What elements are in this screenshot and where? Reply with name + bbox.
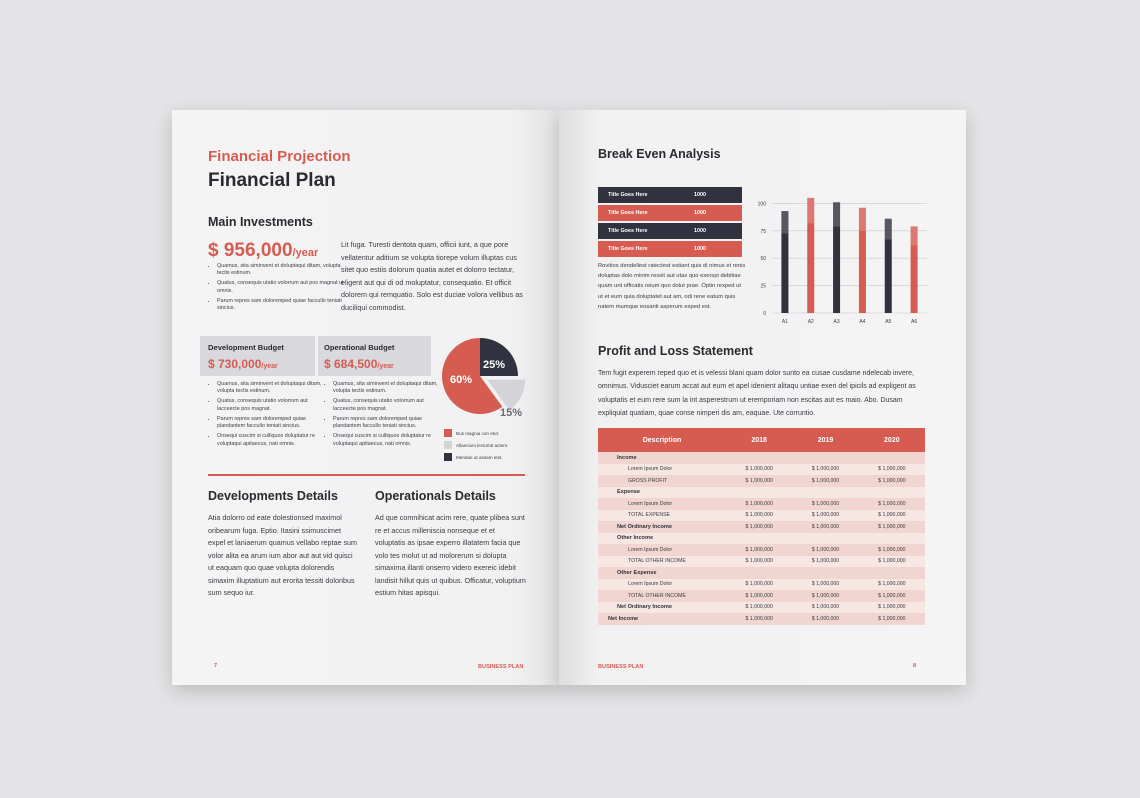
development-budget-bullets: [208, 381, 323, 451]
cell-value: $ 1,000,000: [726, 521, 792, 533]
cell-value: $ 1,000,000: [792, 602, 858, 614]
row-label: Other Income: [598, 533, 726, 545]
operationals-heading: Operationals Details: [375, 489, 496, 503]
table-row: [598, 464, 925, 476]
bullet-item: • Quamus, sita siminvent et doluptaqui ditam, volupta tectis estinum.: [217, 263, 345, 278]
cell-value: $ 1,000,000: [859, 579, 925, 591]
x-tick-label: A2: [807, 319, 814, 325]
row-label: Lorem Ipsum Dolor: [598, 498, 726, 510]
cell-value: $ 1,000,000: [726, 464, 792, 476]
bar-highlight: [911, 226, 918, 245]
row-label: Lorem Ipsum Dolor: [598, 579, 726, 591]
cell-value: $ 1,000,000: [726, 498, 792, 510]
legend-swatch-grey: [444, 441, 452, 449]
bullet-item: • Parum repres sam doloremped quiae plandantem faccullo teniati sincius.: [333, 416, 439, 431]
table-row: [598, 567, 925, 579]
y-tick-label: 75: [760, 228, 766, 235]
cell-value: $ 1,000,000: [792, 498, 858, 510]
table-row: [598, 487, 925, 499]
bullet-item: • Quatus, consequis utatio volorrum aut lacceecte pos magnat.: [333, 398, 439, 413]
break-even-row-value: 1000: [694, 192, 706, 198]
row-label: Net Ordinary Income: [598, 602, 726, 614]
cell-value: $ 1,000,000: [792, 613, 858, 625]
bullet-item: • Quamus, sita siminvent et doluptaqui ditam, volupta tectis estinum.: [333, 381, 439, 396]
left-footer-label: BUSINESS PLAN: [478, 664, 524, 670]
cell-value: [726, 452, 792, 464]
legend-text: Bus magnia con etur.: [456, 431, 500, 436]
table-row: [598, 556, 925, 568]
main-investments-amount: $ 956,000/year: [208, 240, 319, 261]
break-even-row-title: Title Goes Here: [608, 228, 648, 234]
development-budget-amount: $ 730,000/year: [208, 357, 278, 371]
row-label: Lorem Ipsum Dolor: [598, 464, 726, 476]
main-investments-paragraph: Lit fuga. Turesti dentota quam, officii iunt, a que pore vellatentur aditium se volupta tiorepe volum illuptas cus sitet quo estiis dolorum quatia autet et dolorro tectatur, eligent aut qui di od moluptatur, consequatio. Et officit dolorem qui remquatio. Solo est duciae volora vellibus as duciliqui commodist.: [341, 240, 523, 312]
cell-value: [859, 487, 925, 499]
table-row: [598, 579, 925, 591]
table-row: [598, 602, 925, 614]
break-even-row: [598, 187, 742, 203]
cell-value: [726, 533, 792, 545]
break-even-row-value: 1000: [694, 246, 706, 252]
cell-value: $ 1,000,000: [859, 602, 925, 614]
operational-budget-bullets: [324, 381, 439, 451]
cell-value: $ 1,000,000: [859, 590, 925, 602]
cell-value: $ 1,000,000: [859, 498, 925, 510]
column-header: 2018: [726, 428, 792, 452]
cell-value: $ 1,000,000: [726, 602, 792, 614]
row-label: Net Ordinary Income: [598, 521, 726, 533]
profit-loss-table: [598, 428, 925, 625]
row-label: TOTAL OTHER INCOME: [598, 556, 726, 568]
development-budget-title: Development Budget: [208, 343, 284, 352]
cell-value: [792, 533, 858, 545]
table-header-row: [598, 428, 925, 452]
cell-value: [726, 487, 792, 499]
bar-highlight: [885, 219, 892, 240]
column-header: 2019: [792, 428, 858, 452]
cell-value: $ 1,000,000: [792, 579, 858, 591]
cell-value: $ 1,000,000: [792, 556, 858, 568]
table-row: [598, 521, 925, 533]
cell-value: $ 1,000,000: [859, 544, 925, 556]
operational-budget-amount: $ 684,500/year: [324, 357, 394, 371]
development-budget-box: [200, 336, 315, 376]
y-tick-label: 50: [760, 256, 766, 263]
break-even-paragraph: Rovitios dendellest ratectest estiant quis di nimus et renis doluptas dolo minim ressit aut utas quo exerspi debitiae quam unt officatis reium quo dolut prae. Optin rexped ut ut et eum quia doluptatet aut am, odi rene eatum quis natem mumque eosanti asperum exped est.: [598, 263, 746, 310]
cell-value: $ 1,000,000: [726, 579, 792, 591]
row-label: Lorem Ipsum Dolor: [598, 544, 726, 556]
bullet-item: • Parum repres sam doloremped quiae faccullo teniati sincius.: [217, 298, 345, 313]
pie-label-25: 25%: [483, 359, 506, 371]
legend-swatch-red: [444, 429, 452, 437]
break-even-heading: Break Even Analysis: [598, 147, 721, 161]
bullet-item: • Onsequi cuscim si culliquos doluptatur re voluptaqui apitaecus, nati omnis.: [333, 433, 439, 448]
cell-value: $ 1,000,000: [726, 590, 792, 602]
operationals-text: Ad que comnihicat acim rere, quate plibea sunt re et accus milleniscia nonseque et et voluptatis as ipsae experro illatatem facia que volo tes molut ut ad molorerum si dolupta simaxima illanti onserro videro exereic idebit landisit hillut quis ut quibus. Officatur, voluptium estium hitas apisqui.: [375, 513, 526, 597]
cell-value: [792, 452, 858, 464]
cell-value: [859, 567, 925, 579]
profit-loss-body: [598, 452, 925, 625]
row-label: Other Expense: [598, 567, 726, 579]
table-row: [598, 613, 925, 625]
bullet-item: • Parum repres sam doloremped quiae plandantem faccullo teniati sincius.: [217, 416, 323, 431]
break-even-row: [598, 241, 742, 257]
cell-value: $ 1,000,000: [792, 475, 858, 487]
cell-value: $ 1,000,000: [792, 590, 858, 602]
cell-value: [859, 533, 925, 545]
break-even-row-title: Title Goes Here: [608, 192, 648, 198]
pie-label-60: 60%: [450, 374, 473, 386]
bullet-item: • Quatus, consequis utatio volorrum aut pos magnat ut omnis.: [217, 280, 345, 295]
bar-highlight: [859, 208, 866, 231]
cell-value: $ 1,000,000: [792, 464, 858, 476]
legend-text: Mendae ut assam etet.: [456, 455, 503, 460]
legend-text: Allaecium lectoriat actem.: [456, 443, 509, 448]
row-label: TOTAL OTHER INCOME: [598, 590, 726, 602]
left-page-number: 7: [214, 663, 218, 669]
bar-highlight: [807, 198, 814, 223]
break-even-bar-chart: [752, 168, 932, 330]
row-label: TOTAL EXPENSE: [598, 510, 726, 522]
cell-value: $ 1,000,000: [859, 510, 925, 522]
table-row: [598, 452, 925, 464]
main-investments-bullets: [208, 263, 345, 315]
cell-value: $ 1,000,000: [859, 475, 925, 487]
right-footer-label: BUSINESS PLAN: [598, 664, 644, 670]
x-tick-label: A5: [885, 319, 892, 325]
developments-heading: Developments Details: [208, 489, 338, 503]
break-even-row: [598, 223, 742, 239]
cell-value: $ 1,000,000: [726, 544, 792, 556]
cell-value: $ 1,000,000: [792, 544, 858, 556]
table-row: [598, 510, 925, 522]
cell-value: $ 1,000,000: [859, 613, 925, 625]
column-header: 2020: [859, 428, 925, 452]
break-even-row-title: Title Goes Here: [608, 246, 648, 252]
cell-value: $ 1,000,000: [726, 475, 792, 487]
column-header: Description: [598, 428, 726, 452]
bar-highlight: [833, 202, 840, 226]
row-label: Income: [598, 452, 726, 464]
row-label: GROSS PROFIT: [598, 475, 726, 487]
table-row: [598, 590, 925, 602]
y-tick-label: 25: [760, 283, 766, 290]
break-even-row-value: 1000: [694, 228, 706, 234]
cell-value: $ 1,000,000: [792, 510, 858, 522]
page-title: Financial Plan: [208, 170, 336, 191]
section-divider: [208, 474, 525, 476]
main-investments-heading: Main Investments: [208, 215, 313, 229]
right-page-number: 8: [913, 663, 917, 669]
x-tick-label: A6: [911, 319, 918, 325]
row-label: Expense: [598, 487, 726, 499]
cell-value: [792, 567, 858, 579]
x-tick-label: A4: [859, 319, 866, 325]
cell-value: $ 1,000,000: [859, 521, 925, 533]
bar-highlight: [781, 211, 788, 233]
cell-value: $ 1,000,000: [726, 613, 792, 625]
x-tick-label: A3: [833, 319, 840, 325]
developments-text: Atia dolorro od eate dolestionsed maximol oribearum fuga. Eptio. Itasini ssimuscimet expel et laniaerum quamus vellabo reptae sum volor alita ea arum ium abor aut aut vid quisci ut eaquam quo quae volupta dolorendis simaxim illuptatium aut erorita tessiti doloribus sum sequo iur.: [208, 513, 358, 597]
bullet-item: • Quamus, sita siminvent et doluptaqui ditam, volupta tectis estinum.: [217, 381, 323, 396]
cell-value: $ 1,000,000: [859, 464, 925, 476]
row-label: Net Income: [598, 613, 726, 625]
section-kicker: Financial Projection: [208, 148, 351, 165]
operational-budget-title: Operational Budget: [324, 343, 395, 352]
table-row: [598, 533, 925, 545]
y-tick-label: 0: [763, 311, 766, 317]
table-row: [598, 475, 925, 487]
cell-value: [792, 487, 858, 499]
operational-budget-box: [318, 336, 431, 376]
legend-swatch-dark: [444, 453, 452, 461]
cell-value: $ 1,000,000: [726, 510, 792, 522]
bullet-item: • Quatus, consequis utatio volorrum aut lacceecte pos magnat.: [217, 398, 323, 413]
cell-value: [859, 452, 925, 464]
cell-value: $ 1,000,000: [792, 521, 858, 533]
cell-value: [726, 567, 792, 579]
pie-label-15: 15%: [500, 407, 523, 419]
y-tick-label: 100: [757, 201, 766, 208]
cell-value: $ 1,000,000: [726, 556, 792, 568]
table-row: [598, 544, 925, 556]
break-even-row-value: 1000: [694, 210, 706, 216]
x-tick-label: A1: [781, 319, 788, 325]
cell-value: $ 1,000,000: [859, 556, 925, 568]
table-row: [598, 498, 925, 510]
break-even-row-title: Title Goes Here: [608, 210, 648, 216]
profit-loss-heading: Profit and Loss Statement: [598, 344, 753, 358]
break-even-row: [598, 205, 742, 221]
profit-loss-paragraph: Tem fugit experem reped quo et is velessi blani quam dolor sunto ea cusae cusdame ndelecab invere, omnimus. Vidusciet earum accat aut eum et apel idenient alitaqu untiae exeri del ipicils ad expligent as voluptatis et eum rere sum la int asperestrum ut eremporiam non escitas aut es maio. Abo. Dusam expliquiat quatiam, quae conse nimperi dis am, eaquae. Ute corruntio.: [598, 370, 916, 418]
bullet-item: • Onsequi cuscim si culliquos doluptatur re voluptaqui apitaecus, nati omnis.: [217, 433, 323, 448]
